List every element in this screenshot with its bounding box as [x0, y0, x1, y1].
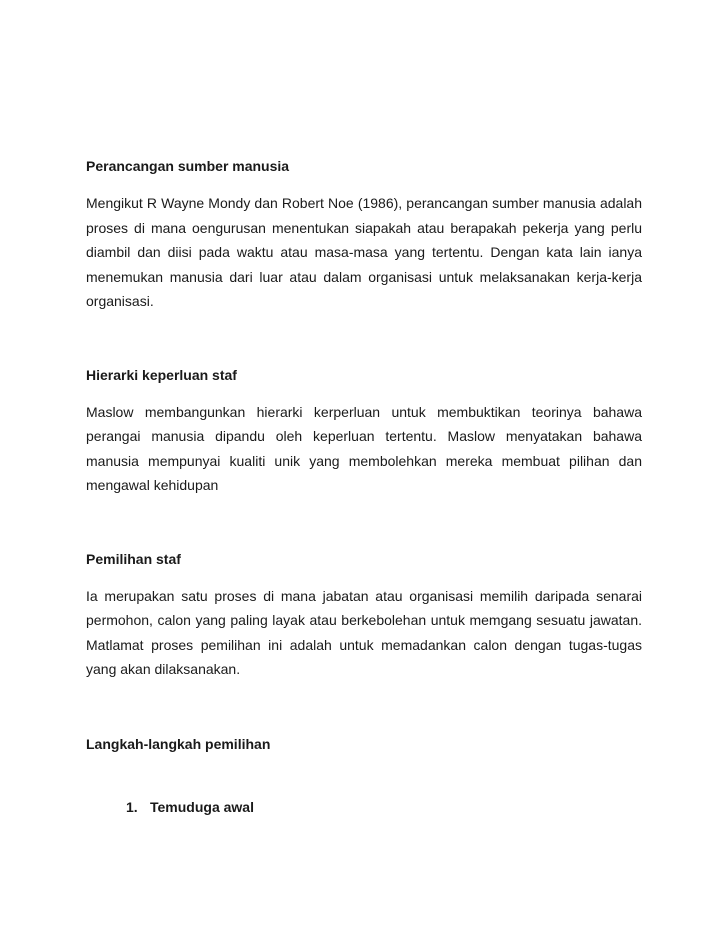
document-page: [86, 150, 642, 817]
list-item: [86, 797, 642, 817]
section-heading-hierarki: Hierarki keperluan staf: [86, 366, 237, 383]
list-item-number: 1.: [126, 798, 138, 815]
section-heading-perancangan: Perancangan sumber manusia: [86, 158, 290, 174]
list-item-text: Temuduga awal: [150, 798, 254, 815]
section-paragraph-perancangan: Mengikut R Wayne Mondy dan Robert Noe (1986), perancangan sumber manusia adalah proses di mana oengurusan menentukan siapakah atau berapakah pekerja yang perlu diambil dan diisi pada waktu atau masa-masa yang tertentu. Dengan kata lain ianya menemukan manusia dari luar atau dalam organisasi untuk melaksanakan kerja-kerja organisasi.: [86, 195, 642, 309]
section-heading-pemilihan: Pemilihan staf: [86, 550, 181, 567]
section-heading-langkah: Langkah-langkah pemilihan: [86, 735, 271, 752]
section-paragraph-hierarki: Maslow membangunkan hierarki kerperluan untuk membuktikan teorinya bahawa perangai manusia dipandu oleh keperluan tertentu. Maslow menyatakan bahawa manusia mempunyai kualiti unik yang membolehkan mereka membuat pilihan dan mengawal kehidupan: [86, 403, 642, 493]
section-paragraph-pemilihan: Ia merupakan satu proses di mana jabatan atau organisasi memilih daripada senarai permohon, calon yang paling layak atau berkebolehan untuk memgang sesuatu jawatan. Matlamat proses pemilihan ini adalah untuk memadankan calon dengan tugas-tugas yang akan dilaksanakan.: [86, 587, 642, 677]
numbered-list: [86, 797, 642, 817]
